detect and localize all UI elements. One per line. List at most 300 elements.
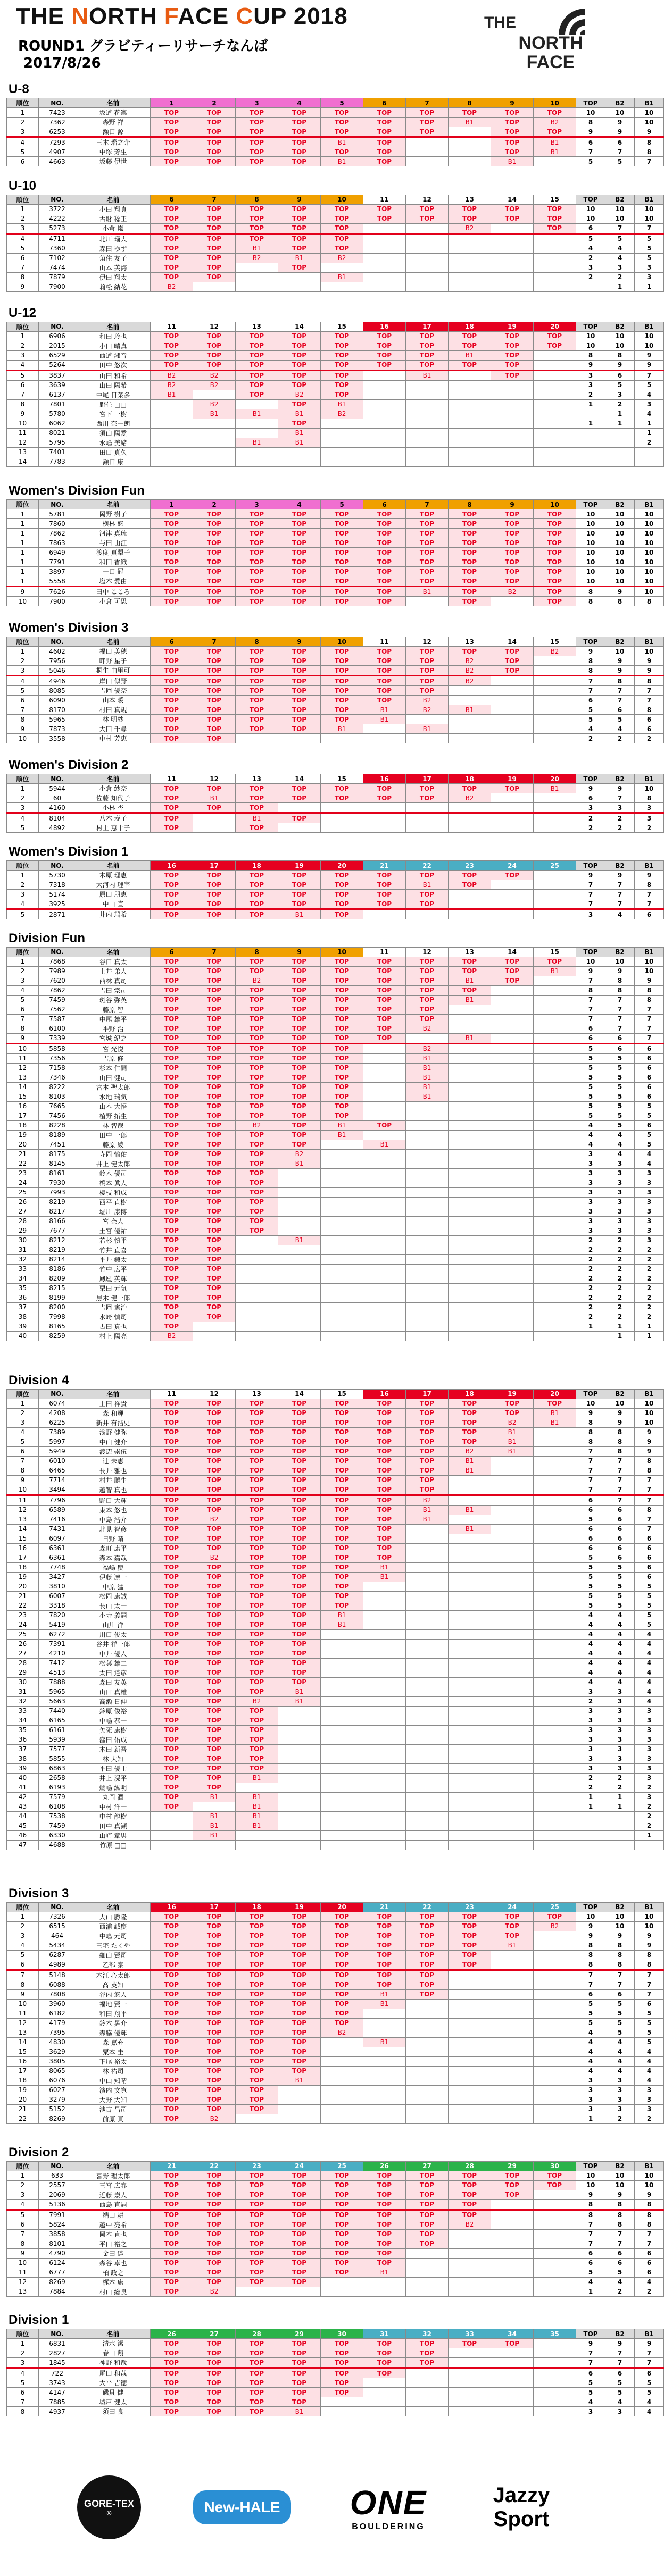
result-cell: TOP <box>151 233 193 244</box>
rank-cell: 13 <box>7 447 39 457</box>
b1-total-cell: 5 <box>635 253 664 263</box>
result-cell <box>363 1830 406 1840</box>
b2-total-cell: 7 <box>605 2239 635 2248</box>
result-cell: B1 <box>534 1408 576 1418</box>
result-cell <box>491 1802 534 1811</box>
result-cell: TOP <box>321 223 363 233</box>
problem-header: 25 <box>321 2161 363 2171</box>
rank-cell: 1 <box>7 1912 39 1921</box>
top-total-cell: 2 <box>576 823 605 833</box>
number-cell: 7562 <box>39 1005 76 1014</box>
table-row <box>7 957 664 966</box>
number-cell: 8259 <box>39 1331 76 1341</box>
result-cell: TOP <box>193 1989 236 1999</box>
result-cell <box>406 1178 449 1187</box>
result-cell: TOP <box>151 957 193 966</box>
result-cell <box>278 2114 321 2123</box>
top-total-cell: 7 <box>576 1485 605 1495</box>
result-cell <box>449 1543 491 1553</box>
problem-header: 13 <box>236 774 278 784</box>
result-cell <box>406 1706 449 1716</box>
name-cell: 上田 祥貴 <box>76 1399 151 1408</box>
name-cell: 野住 □□ <box>76 399 151 409</box>
b1-total-cell: 3 <box>635 2095 664 2104</box>
result-cell <box>321 419 363 428</box>
result-cell: TOP <box>321 966 363 976</box>
top-total-cell: 6 <box>576 137 605 147</box>
result-cell: B1 <box>193 409 236 419</box>
result-cell <box>363 1187 406 1197</box>
result-cell: B1 <box>236 1773 278 1783</box>
result-cell: TOP <box>321 1427 363 1437</box>
result-cell: TOP <box>363 1427 406 1437</box>
result-cell: TOP <box>534 567 576 576</box>
number-cell: 3925 <box>39 899 76 909</box>
result-cell <box>236 1312 278 1322</box>
problem-header: 5 <box>321 98 363 108</box>
result-cell <box>193 282 236 291</box>
b1-total-cell: 4 <box>635 1649 664 1658</box>
result-cell: TOP <box>278 1629 321 1639</box>
result-cell <box>406 1999 449 2009</box>
result-cell: TOP <box>321 1553 363 1562</box>
b2-total-cell: 5 <box>605 1092 635 1101</box>
result-cell: TOP <box>406 529 449 538</box>
result-cell <box>449 1130 491 1140</box>
result-cell: TOP <box>278 2378 321 2388</box>
result-cell: TOP <box>406 519 449 529</box>
result-cell <box>321 1744 363 1754</box>
table-row <box>7 548 664 557</box>
result-cell <box>363 2056 406 2066</box>
b1-total-cell: 3 <box>635 1706 664 1716</box>
result-cell <box>321 1235 363 1245</box>
result-cell: B1 <box>236 409 278 419</box>
result-cell <box>406 2258 449 2268</box>
table-row <box>7 899 664 909</box>
result-cell: TOP <box>321 1495 363 1505</box>
result-cell: TOP <box>236 1649 278 1658</box>
result-cell: TOP <box>193 724 236 734</box>
result-cell: TOP <box>151 1553 193 1562</box>
result-cell <box>406 823 449 833</box>
result-cell <box>363 2018 406 2028</box>
result-cell <box>491 1601 534 1610</box>
rank-cell: 3 <box>7 890 39 899</box>
result-cell: TOP <box>193 1254 236 1264</box>
result-cell: TOP <box>321 2268 363 2277</box>
result-cell: TOP <box>236 2047 278 2056</box>
result-cell <box>321 1207 363 1216</box>
b1-total-cell: 7 <box>635 1485 664 1495</box>
result-cell: TOP <box>151 1043 193 1053</box>
result-cell <box>278 1821 321 1830</box>
result-cell: TOP <box>278 1515 321 1524</box>
b1-total-cell: 5 <box>635 380 664 390</box>
result-cell: TOP <box>278 1073 321 1082</box>
result-cell: B2 <box>534 118 576 127</box>
result-cell: TOP <box>151 1226 193 1235</box>
result-cell: TOP <box>193 1970 236 1980</box>
result-cell: TOP <box>278 370 321 380</box>
result-cell: B1 <box>321 724 363 734</box>
table-row <box>7 1226 664 1235</box>
top-total-cell: 5 <box>576 1053 605 1063</box>
result-cell: TOP <box>193 1092 236 1101</box>
number-cell: 4989 <box>39 1960 76 1970</box>
result-cell: TOP <box>321 1418 363 1427</box>
b1-total-cell: 10 <box>635 567 664 576</box>
b2-total-cell: 7 <box>605 995 635 1005</box>
result-cell: TOP <box>321 1505 363 1515</box>
problem-header: 18 <box>449 1389 491 1399</box>
result-cell: TOP <box>193 1524 236 1534</box>
top-total-cell: 5 <box>576 1111 605 1120</box>
result-cell: TOP <box>151 1197 193 1207</box>
result-cell: B2 <box>449 793 491 803</box>
result-cell: TOP <box>406 1408 449 1418</box>
number-cell: 7431 <box>39 1524 76 1534</box>
result-cell: TOP <box>193 1912 236 1921</box>
result-cell: TOP <box>193 1980 236 1989</box>
result-cell <box>534 1960 576 1970</box>
number-cell: 8103 <box>39 1092 76 1101</box>
result-cell: TOP <box>193 1043 236 1053</box>
result-cell: TOP <box>151 2199 193 2210</box>
result-cell: TOP <box>151 2210 193 2220</box>
name-cell: 太田 達彦 <box>76 1668 151 1677</box>
b1-total-cell: 6 <box>635 715 664 724</box>
result-cell: TOP <box>193 1437 236 1446</box>
result-cell: TOP <box>151 2348 193 2358</box>
result-cell <box>534 1446 576 1456</box>
b1-total-cell: 9 <box>635 1446 664 1456</box>
top-total-cell: 4 <box>576 2066 605 2076</box>
table-row <box>7 1792 664 1802</box>
result-cell: TOP <box>321 576 363 587</box>
result-cell <box>321 2047 363 2056</box>
result-cell: TOP <box>278 1130 321 1140</box>
result-cell: TOP <box>236 2277 278 2287</box>
b1-total-cell: 8 <box>635 1466 664 1475</box>
result-cell: TOP <box>278 263 321 272</box>
result-cell: TOP <box>236 204 278 214</box>
b2-total-cell <box>605 438 635 447</box>
result-cell <box>321 803 363 813</box>
problem-header: 24 <box>278 2161 321 2171</box>
b1-total-cell: 4 <box>635 1159 664 1168</box>
result-cell <box>534 1283 576 1293</box>
top-total-cell: 1 <box>576 2287 605 2296</box>
rank-cell: 37 <box>7 1302 39 1312</box>
b1-total-cell: 7 <box>635 1024 664 1033</box>
problem-header: 6 <box>151 637 193 647</box>
top-total-cell: 4 <box>576 2028 605 2037</box>
result-cell <box>534 1485 576 1495</box>
top-total-cell: 3 <box>576 380 605 390</box>
result-cell: B2 <box>534 1921 576 1931</box>
result-cell: TOP <box>236 803 278 813</box>
result-cell: TOP <box>363 1534 406 1543</box>
result-cell: TOP <box>193 2220 236 2229</box>
title-accent: F <box>164 3 178 29</box>
result-cell: TOP <box>151 1582 193 1591</box>
result-cell: TOP <box>321 686 363 696</box>
problem-header: 26 <box>151 2329 193 2339</box>
result-cell: TOP <box>363 1950 406 1960</box>
name-cell: 小倉 紗奈 <box>76 784 151 793</box>
top-total-cell: 4 <box>576 1668 605 1677</box>
name-cell: 畔野 星子 <box>76 656 151 666</box>
name-cell: 森田 友英 <box>76 1677 151 1687</box>
result-cell <box>449 399 491 409</box>
rank-cell: 11 <box>7 428 39 438</box>
name-cell: 渡辺 崇伍 <box>76 1446 151 1456</box>
result-cell: TOP <box>151 253 193 263</box>
table-header-row <box>7 98 664 108</box>
result-cell: TOP <box>193 966 236 976</box>
result-cell: TOP <box>321 2220 363 2229</box>
b2-total-cell: 3 <box>605 2095 635 2104</box>
result-cell <box>278 1283 321 1293</box>
result-cell: TOP <box>151 1999 193 2009</box>
result-cell: TOP <box>236 350 278 360</box>
table-row <box>7 419 664 428</box>
result-cell: TOP <box>193 1763 236 1773</box>
result-cell <box>491 734 534 743</box>
b2-total-cell: 5 <box>605 1073 635 1082</box>
result-cell: B1 <box>491 1941 534 1950</box>
table-row <box>7 1140 664 1149</box>
result-cell <box>449 1792 491 1802</box>
result-cell: TOP <box>151 1543 193 1553</box>
result-cell: TOP <box>193 1168 236 1178</box>
column-header-top: TOP <box>576 500 605 509</box>
b1-total-cell: 10 <box>635 784 664 793</box>
result-cell: TOP <box>193 656 236 666</box>
top-total-cell: 4 <box>576 1649 605 1658</box>
table-row <box>7 1591 664 1601</box>
result-cell: B2 <box>449 676 491 686</box>
result-cell <box>534 1980 576 1989</box>
b1-total-cell: 6 <box>635 1572 664 1582</box>
result-cell: TOP <box>363 548 406 557</box>
result-cell <box>236 2114 278 2123</box>
result-cell: TOP <box>491 147 534 157</box>
result-cell: B1 <box>193 1830 236 1840</box>
result-cell <box>363 2378 406 2388</box>
result-cell <box>406 2037 449 2047</box>
b2-total-cell: 3 <box>605 1207 635 1216</box>
result-cell: TOP <box>363 157 406 166</box>
result-cell: TOP <box>151 2171 193 2180</box>
b2-total-cell <box>605 457 635 466</box>
result-cell <box>449 1980 491 1989</box>
result-cell: TOP <box>151 2114 193 2123</box>
rank-cell: 2 <box>7 656 39 666</box>
result-cell <box>363 2114 406 2123</box>
result-cell: TOP <box>151 1130 193 1140</box>
name-cell: 田中 悠次 <box>76 360 151 370</box>
table-row <box>7 2388 664 2397</box>
result-cell: TOP <box>193 666 236 676</box>
result-cell: TOP <box>449 587 491 597</box>
result-cell <box>491 1610 534 1620</box>
column-header-b1: B1 <box>635 322 664 331</box>
b2-total-cell: 10 <box>605 331 635 341</box>
result-cell <box>406 597 449 606</box>
table-row <box>7 587 664 597</box>
result-cell: TOP <box>151 597 193 606</box>
b1-total-cell: 3 <box>635 1725 664 1735</box>
result-cell <box>193 447 236 457</box>
result-cell <box>491 2407 534 2416</box>
result-cell: TOP <box>321 1466 363 1475</box>
goretex-text: GORE-TEX <box>84 2498 134 2509</box>
number-cell: 7102 <box>39 253 76 263</box>
result-cell: TOP <box>534 341 576 350</box>
result-cell: TOP <box>321 647 363 656</box>
result-cell: TOP <box>321 1524 363 1534</box>
result-cell: TOP <box>363 576 406 587</box>
result-cell: B1 <box>321 157 363 166</box>
result-cell: TOP <box>151 2239 193 2248</box>
result-cell: TOP <box>236 1101 278 1111</box>
result-cell: TOP <box>193 1950 236 1960</box>
top-total-cell: 5 <box>576 705 605 715</box>
result-cell <box>363 1331 406 1341</box>
result-cell <box>491 2268 534 2277</box>
result-cell: TOP <box>278 2028 321 2037</box>
rank-cell: 29 <box>7 1668 39 1677</box>
result-cell: TOP <box>406 1475 449 1485</box>
result-cell <box>491 1821 534 1830</box>
result-cell: TOP <box>236 1677 278 1687</box>
result-cell: TOP <box>278 2229 321 2239</box>
column-header-b2: B2 <box>605 861 635 871</box>
result-cell <box>278 1245 321 1254</box>
number-cell: 3897 <box>39 567 76 576</box>
result-cell <box>449 724 491 734</box>
result-cell <box>406 2047 449 2056</box>
number-cell: 8199 <box>39 1293 76 1302</box>
result-cell: TOP <box>321 204 363 214</box>
result-cell: TOP <box>534 587 576 597</box>
problem-header: 25 <box>534 861 576 871</box>
result-cell <box>491 2258 534 2268</box>
result-cell: TOP <box>236 370 278 380</box>
number-cell: 5944 <box>39 784 76 793</box>
top-total-cell: 4 <box>576 2037 605 2047</box>
result-cell <box>491 263 534 272</box>
number-cell: 6529 <box>39 350 76 360</box>
result-cell: TOP <box>449 784 491 793</box>
number-cell: 6831 <box>39 2339 76 2348</box>
result-cell <box>363 2407 406 2416</box>
rank-cell: 2 <box>7 118 39 127</box>
result-cell: TOP <box>151 1264 193 1274</box>
b2-total-cell: 4 <box>605 2277 635 2287</box>
table-row <box>7 370 664 380</box>
result-cell: TOP <box>236 2339 278 2348</box>
b1-total-cell: 3 <box>635 1744 664 1754</box>
b2-total-cell: 9 <box>605 1418 635 1427</box>
result-cell: B2 <box>321 2028 363 2037</box>
b2-total-cell: 5 <box>605 2028 635 2037</box>
result-cell: TOP <box>363 696 406 705</box>
b1-total-cell: 9 <box>635 2190 664 2199</box>
rank-cell: 36 <box>7 1293 39 1302</box>
result-cell: TOP <box>406 2348 449 2358</box>
result-cell: TOP <box>278 1572 321 1582</box>
result-cell: TOP <box>236 1610 278 1620</box>
result-cell <box>491 1706 534 1716</box>
b1-total-cell: 9 <box>635 976 664 985</box>
result-cell: TOP <box>406 1014 449 1024</box>
result-cell <box>236 1283 278 1293</box>
result-cell: TOP <box>193 1620 236 1629</box>
b2-total-cell: 8 <box>605 350 635 360</box>
result-cell <box>449 823 491 833</box>
result-cell: TOP <box>236 1601 278 1610</box>
b2-total-cell: 4 <box>605 2397 635 2407</box>
b1-total-cell: 3 <box>635 1716 664 1725</box>
result-cell <box>534 2037 576 2047</box>
result-cell: TOP <box>449 1427 491 1437</box>
result-cell: TOP <box>151 1562 193 1572</box>
result-cell: TOP <box>491 118 534 127</box>
result-cell <box>363 1254 406 1264</box>
rank-cell: 2 <box>7 2348 39 2358</box>
result-cell <box>491 390 534 399</box>
result-cell <box>406 1783 449 1792</box>
result-cell: TOP <box>321 1043 363 1053</box>
result-cell: TOP <box>449 2199 491 2210</box>
result-cell: TOP <box>321 233 363 244</box>
number-cell: 3279 <box>39 2095 76 2104</box>
result-cell <box>363 438 406 447</box>
result-cell: TOP <box>534 957 576 966</box>
result-cell: TOP <box>193 1543 236 1553</box>
result-cell <box>534 2018 576 2028</box>
b2-total-cell: 10 <box>605 214 635 223</box>
result-cell: TOP <box>151 272 193 282</box>
result-cell: TOP <box>278 108 321 118</box>
result-cell <box>449 1970 491 1980</box>
result-cell: TOP <box>363 1553 406 1562</box>
result-cell: TOP <box>193 1130 236 1140</box>
division-section <box>6 620 654 743</box>
b1-total-cell: 2 <box>635 1811 664 1821</box>
result-cell <box>406 2287 449 2296</box>
result-cell <box>449 263 491 272</box>
result-cell: TOP <box>278 118 321 127</box>
b1-total-cell: 2 <box>635 2114 664 2123</box>
result-cell <box>363 1783 406 1792</box>
b1-total-cell: 9 <box>635 1931 664 1941</box>
result-cell: TOP <box>406 1980 449 1989</box>
result-cell: TOP <box>363 1033 406 1043</box>
table-row <box>7 2180 664 2190</box>
column-header-top: TOP <box>576 2161 605 2171</box>
top-total-cell: 1 <box>576 399 605 409</box>
result-cell <box>449 1783 491 1792</box>
b1-total-cell: 3 <box>635 1773 664 1783</box>
number-cell: 6074 <box>39 1399 76 1408</box>
result-cell <box>363 390 406 399</box>
result-cell: TOP <box>321 1572 363 1582</box>
problem-header: 28 <box>449 2161 491 2171</box>
